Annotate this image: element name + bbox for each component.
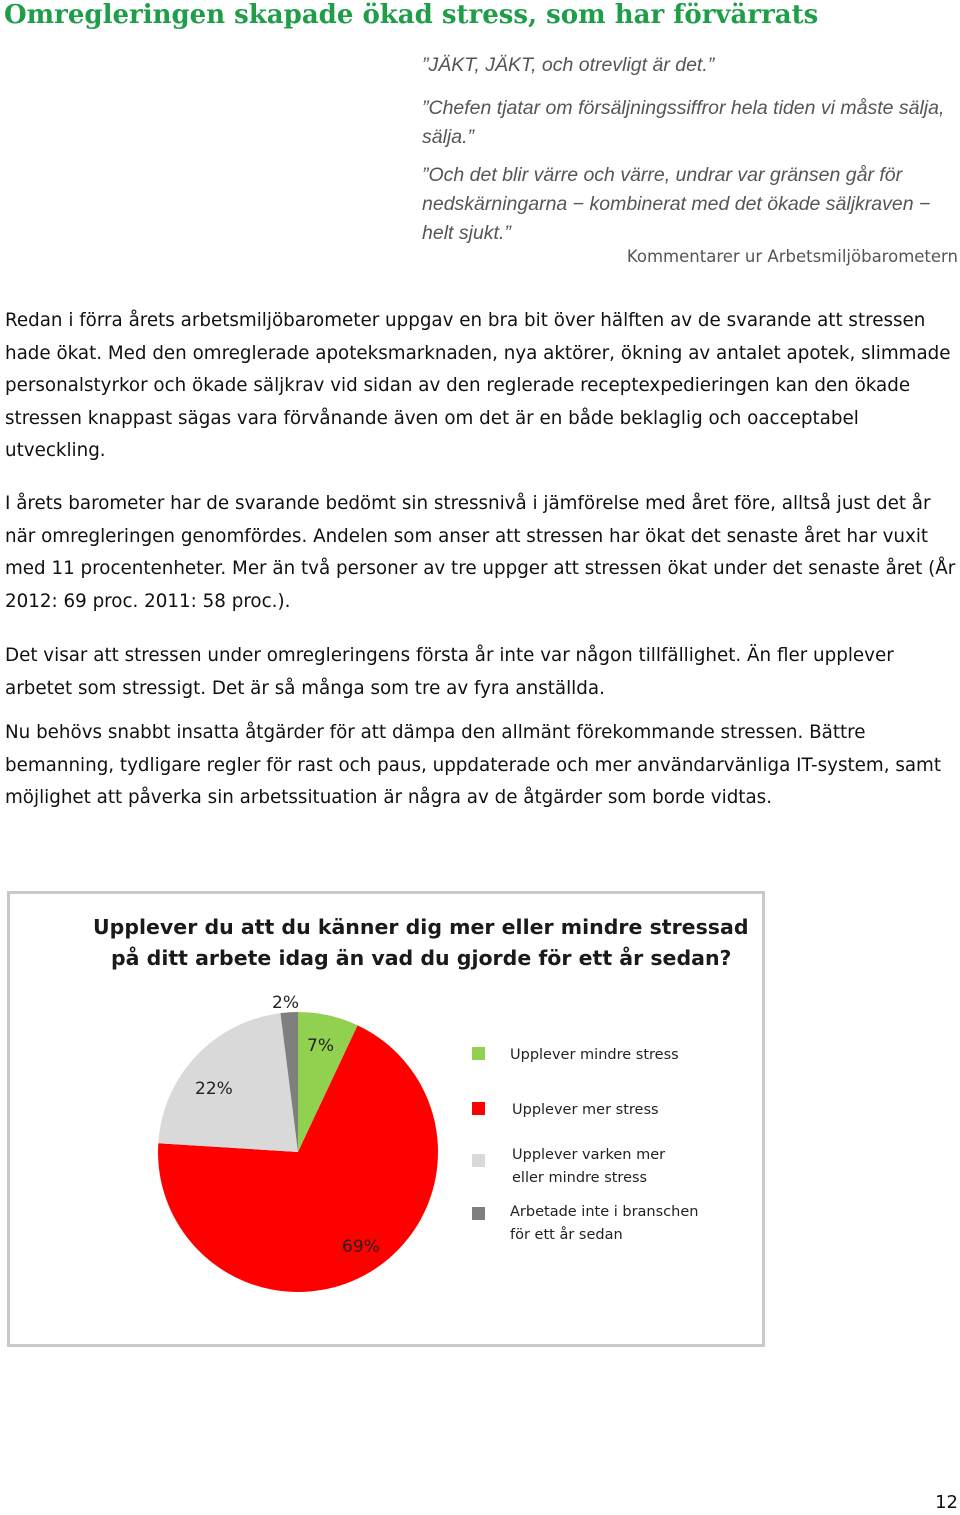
legend-label-more: Upplever mer stress bbox=[512, 1102, 659, 1118]
legend-swatch-more bbox=[472, 1102, 485, 1115]
page-number: 12 bbox=[935, 1492, 958, 1513]
paragraph-3: Det visar att stressen under omregleringens första år inte var någon tillfällighet. Än fler upplever arbetet som stressigt. Det är så många som tre av fyra anställda. bbox=[5, 645, 894, 699]
legend-swatch-neither bbox=[472, 1154, 485, 1167]
chart-title-line-2: på ditt arbete idag än vad du gjorde för ett år sedan? bbox=[111, 946, 732, 970]
chart-title-line-1: Upplever du att du känner dig mer eller mindre stressad bbox=[93, 915, 749, 939]
pie-label-not-working: 2% bbox=[272, 994, 299, 1013]
pie-label-less: 7% bbox=[307, 1036, 334, 1056]
quote-3: ”Och det blir värre och värre, undrar var gränsen går för nedskärningarna − kombinerat med det ökade säljkraven − helt sjukt.” bbox=[422, 164, 931, 244]
paragraph-1: Redan i förra årets arbetsmiljöbarometer uppgav en bra bit över hälften av de svarande att stressen hade ökat. Med den omreglerade apoteksmarknaden, nya aktörer, ökning av antalet apotek, slimmade personalstyrkor och ökade säljkrav vid sidan av den reglerade receptexpedieringen kan den ökade stressen knappast sägas vara förvånande även om det är en både beklaglig och oacceptabel utveckling. bbox=[5, 310, 951, 461]
quote-source: Kommentarer ur Arbetsmiljöbarometern bbox=[626, 247, 958, 266]
pie-label-more: 69% bbox=[342, 1237, 380, 1257]
paragraph-2: I årets barometer har de svarande bedömt sin stressnivå i jämförelse med året före, alltså just det år när omregleringen genomfördes. Andelen som anser att stressen har ökat det senaste året har vuxit med 11 procentenheter. Mer än två personer av tre uppger att stressen ökat under det senaste året (År 2012: 69 proc. 2011: 58 proc.). bbox=[5, 493, 956, 612]
pie-svg bbox=[10, 994, 470, 1334]
pie-chart bbox=[7, 891, 765, 1347]
legend-swatch-less bbox=[472, 1047, 485, 1060]
legend-label-less: Upplever mindre stress bbox=[510, 1047, 679, 1063]
chart-title bbox=[10, 912, 768, 974]
paragraph-4: Nu behövs snabbt insatta åtgärder för att dämpa den allmänt förekommande stressen. Bättre bemanning, tydligare regler för rast och paus, uppdaterade och mer användarvänliga IT-system, samt möjlighet att påverka sin arbetssituation är några av de åtgärder som borde vidtas. bbox=[5, 722, 942, 808]
legend-label-neither: Upplever varken mer eller mindre stress bbox=[512, 1147, 666, 1186]
page-heading: Omregleringen skapade ökad stress, som har förvärrats bbox=[4, 0, 819, 30]
legend-label-not-working: Arbetade inte i branschen för ett år sedan bbox=[510, 1204, 699, 1243]
quote-2: ”Chefen tjatar om försäljningssiffror hela tiden vi måste sälja, sälja.” bbox=[422, 97, 945, 148]
legend-swatch-not-working bbox=[472, 1207, 485, 1220]
quote-1: ”JÄKT, JÄKT, och otrevligt är det.” bbox=[422, 54, 715, 76]
pie-label-neither: 22% bbox=[195, 1079, 233, 1099]
